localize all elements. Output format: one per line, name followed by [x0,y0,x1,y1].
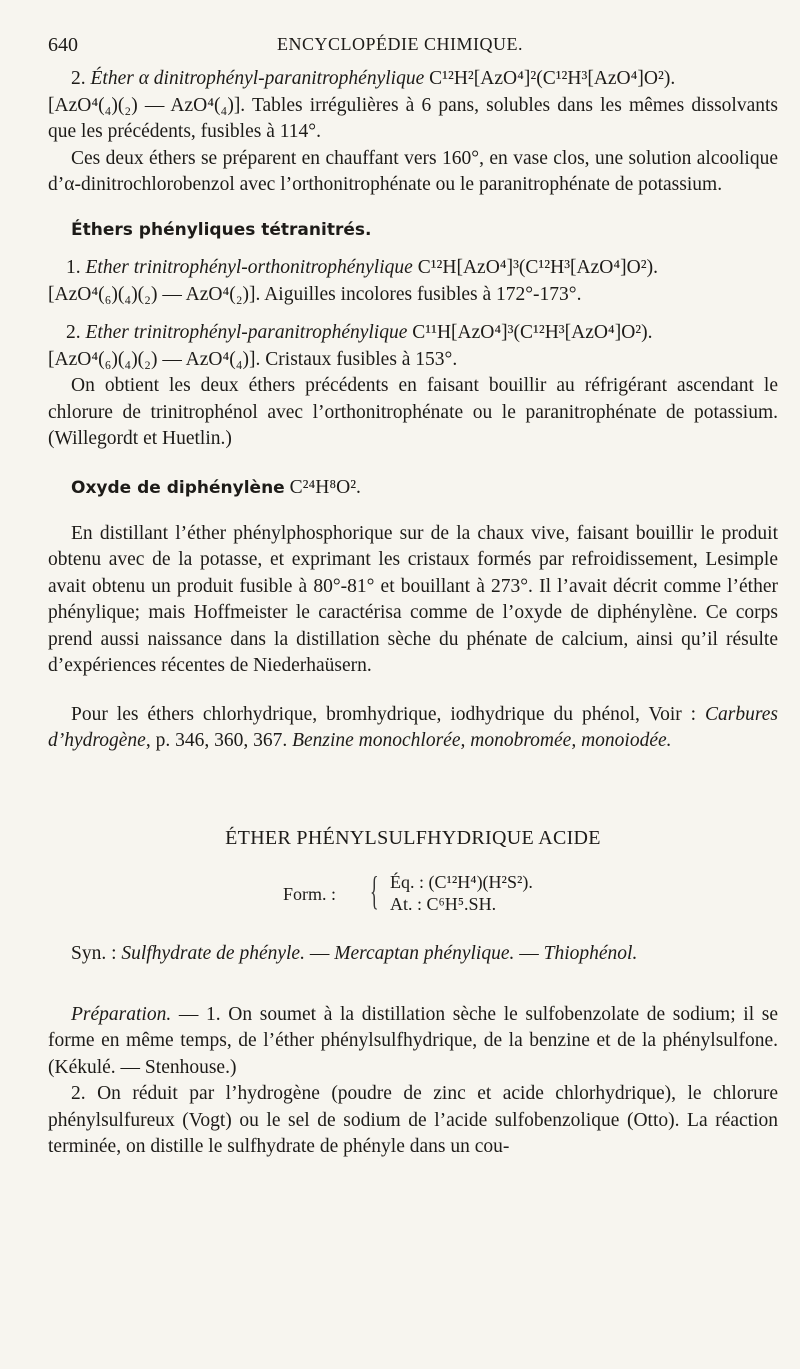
compound-formula: C¹²H[AzO⁴]³(C¹²H³[AzO⁴]O²). [412,257,658,278]
heading-text: Oxyde de diphénylène [71,477,285,498]
compound-name: Ether trinitrophényl-paranitrophénylique [85,322,408,343]
compound-description: [AzO⁴(₄)(₂) — AzO⁴(₄)]. Tables irrégulières à 6 pans, solubles dans les mêmes dissolvants que les précédents, fusibles à 114°. [48,94,778,142]
compound-description: [AzO⁴(₆)(₄)(₂) — AzO⁴(₂)]. Aiguilles incolores fusibles à 172°-173°. [48,283,582,305]
formula-atomic: At. : C⁶H⁵.SH. [390,894,497,914]
paragraph-dinitrophenyl-ether [48,66,778,146]
page-body [48,66,778,1161]
formula-equivalent: Éq. : (C¹²H⁴)(H²S²). [390,872,533,892]
item-number: 2. [71,68,91,89]
section-heading-tetranitres: Éthers phényliques tétranitrés. [71,219,372,240]
section-title: ÉTHER PHÉNYLSULFHYDRIQUE ACIDE [225,826,601,849]
reference-pages: , p. 346, 360, 367. [145,730,293,751]
compound-formula: C¹¹H[AzO⁴]³(C¹²H³[AzO⁴]O²). [407,322,653,343]
formula-label: Form. : [283,884,337,904]
synonyms-line [48,941,778,968]
paragraph-oxyde-description: En distillant l’éther phénylphosphorique sur de la chaux vive, faisant bouillir le produit obtenu avec de la potasse, et exprimant les cristaux formés par refroidissement, Lesimple avait obtenu un produit fusible à 80°-81° et bouillant à 273°. Il l’avait décrit comme l’éther phénylique; mais Hoffmeister le caractérisa comme de l’oxyde de diphénylène. Ce corps prend aussi naissance dans la distillation sèche du phénate de calcium, ainsi qu’il résulte d’expériences récentes de Niederhaüsern. [48,522,778,676]
compound-description: [AzO⁴(₆)(₄)(₂) — AzO⁴(₄)]. Cristaux fusibles à 153°. [48,348,458,370]
item-number: 2. [66,322,86,343]
compound-name: Éther α dinitrophényl-paranitrophénylique [90,68,425,89]
heading-formula: C²⁴H⁸O². [284,476,361,498]
synonym-1: Sulfhydrate de phényle. [121,943,305,964]
paragraph-obtention: On obtient les deux éthers précédents en faisant bouillir au réfrigérant ascendant le chlorure de trinitrophénol avec l’orthonitrophénate ou le paranitrophénate de potassium. (Willegordt et Huetlin.) [48,375,778,449]
page-number: 640 [48,34,78,56]
formula-block [48,867,778,915]
synonym-3: Thiophénol. [543,943,638,964]
paragraph-preparation-1 [48,1002,778,1082]
paragraph-ortho-ether [48,255,778,308]
paragraph-preparation-2: 2. On réduit par l’hydrogène (poudre de zinc et acide chlorhydrique), le chlorure phénylsulfureux (Vogt) ou le sel de sodium de l’acide sulfobenzolique (Otto). La réaction terminée, on distille le sulfhydrate de phényle dans un cou- [48,1083,778,1157]
synonym-separator: — [514,943,544,964]
compound-formula: C¹²H²[AzO⁴]²(C¹²H³[AzO⁴]O²). [424,68,676,89]
page-header [0,34,800,58]
formula-brace: { [370,868,379,913]
paragraph-cross-reference [48,702,778,755]
compound-name: Ether trinitrophényl-orthonitrophénylique [85,257,413,278]
preparation-label: Préparation. [71,1003,172,1025]
reference-benzine: Benzine monochlorée, monobromée, monoiodée. [292,730,672,751]
running-title: ENCYCLOPÉDIE CHIMIQUE. [277,34,523,54]
reference-carbures: Carbures d’hydrogène [48,703,778,751]
synonym-2: Mercaptan phénylique. [334,943,515,964]
section-heading-oxyde [48,475,778,502]
paragraph-para-ether [48,320,778,373]
synonyms-label: Syn. : [71,943,122,964]
paragraph-preparation-note: Ces deux éthers se préparent en chauffant vers 160°, en vase clos, une solution alcoolique d’α-dinitrochlorobenzol avec l’orthonitrophénate ou le paranitrophénate de potassium. [48,147,778,195]
preparation-text: — 1. On soumet à la distillation sèche le sulfobenzolate de sodium; il se forme en même temps, de l’éther phénylsulfhydrique, de la benzine et de la phénylsulfone. (Kékulé. — Stenhouse.) [48,1003,778,1078]
reference-text: Pour les éthers chlorhydrique, bromhydrique, iodhydrique du phénol, Voir : [71,703,706,725]
synonym-separator: — [304,943,335,964]
item-number: 1. [66,257,86,278]
